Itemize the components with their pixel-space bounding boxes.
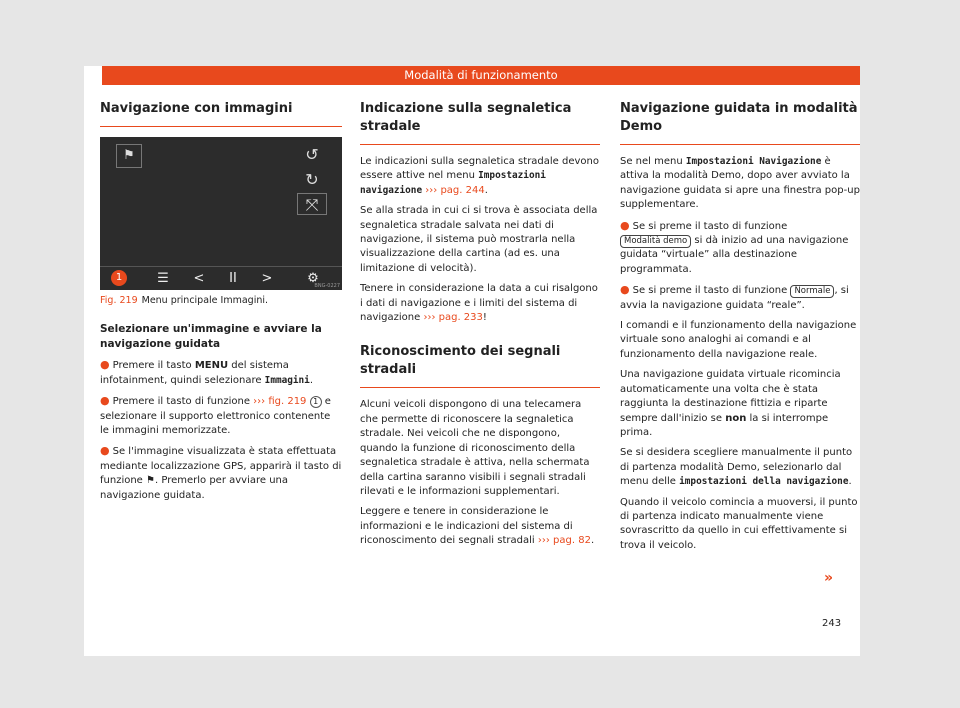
callout-1: 1: [111, 270, 127, 286]
bullet-2: ● Premere il tasto di funzione ››› fig. 219 1 e selezionare il supporto elettronico contenente le immagini memorizzate.: [100, 394, 331, 437]
normal-key: Normale: [790, 285, 834, 298]
figure-code: BNG-0227: [314, 283, 340, 289]
heading-sign-recognition: Riconoscimento dei segnali stradali: [360, 337, 600, 388]
flag-icon: ⚑: [146, 475, 155, 487]
subheading-select-image: Selezionare un'immagine e avviare la navigazione guidata: [100, 323, 322, 351]
flag-icon: ⚑: [116, 144, 142, 168]
para-5: Leggere e tenere in considerazione le informazioni e le indicazioni del sistema di riconoscimento dei segnali stradali ››› pag. 82.: [360, 506, 595, 547]
rotate-left-icon: ↺: [305, 145, 319, 164]
para-1: Se nel menu Impostazioni Navigazione è attiva la modalità Demo, dopo aver avviato la navigazione guidata si apre una finestra pop-up supplementare.: [620, 156, 860, 211]
column-signs: [360, 94, 600, 555]
heading-images: Navigazione con immagini: [100, 94, 342, 127]
fit-screen-icon: ⤧: [297, 193, 327, 215]
figure-caption: Fig. 219 Menu principale Immagini.: [100, 295, 269, 306]
bullet-3: ● Se l'immagine visualizzata è stata effettuata mediante localizzazione GPS, apparirà il tasto di funzione ⚑. Premerlo per avviare una navigazione guidata.: [100, 444, 342, 501]
para-1: Le indicazioni sulla segnaletica stradale devono essere attive nel menu Impostazioni navigazione ››› pag. 244.: [360, 156, 600, 196]
bullet-1: ● Premere il tasto MENU del sistema infotainment, quindi selezionare Immagini.: [100, 358, 314, 386]
rotate-right-icon: ↻: [305, 170, 319, 189]
demo-mode-key: Modalità demo: [620, 235, 691, 248]
screen-bottom-bar: [100, 266, 342, 290]
bullet-normal: ● Se si preme il tasto di funzione Normale , si avvia la navigazione guidata “reale”.: [620, 283, 849, 311]
para-4: Alcuni veicoli dispongono di una telecamera che permette di riconoscere la segnaletica stradale. Nei veicoli che ne dispongono, quando la funzione di riconoscimento della segnaletica stradale è attiva, nella schermata della cartina saranno visibili i segnali stradali rilevati e le informazioni supplementari.: [360, 399, 590, 497]
column-images: [100, 94, 342, 509]
para-2: I comandi e il funzionamento della navigazione virtuale sono analoghi ai comandi e al funzionamento della navigazione reale.: [620, 320, 857, 360]
page-number: 243: [822, 618, 842, 629]
para-4: Se si desidera scegliere manualmente il punto di partenza modalità Demo, selezionarlo dal menu delle impostazioni della navigazione.: [620, 447, 853, 488]
list-icon: ☰: [157, 271, 169, 286]
heading-demo: Navigazione guidata in modalità Demo: [620, 94, 860, 145]
section-header: Modalità di funzionamento: [102, 66, 860, 85]
bullet-demo: ● Se si preme il tasto di funzione Modalità demo si dà inizio ad una navigazione guidata “virtuale” alla destinazione programmata.: [620, 218, 849, 275]
para-3: Una navigazione guidata virtuale ricomincia automaticamente una volta che è stata raggiunta la destinazione fittizia e riparte sempre dall'inizio se non la si interrompe prima.: [620, 369, 841, 438]
pause-icon: II: [229, 271, 237, 286]
settings-icon: ⚙: [307, 271, 319, 286]
heading-signs: Indicazione sulla segnaletica stradale: [360, 94, 600, 145]
chevron-left-icon: <: [193, 271, 205, 286]
para-3: Tenere in considerazione la data a cui risalgono i dati di navigazione e i limiti del sistema di navigazione ››› pag. 233!: [360, 283, 598, 324]
infotainment-screen-figure: [100, 137, 342, 290]
para-5: Quando il veicolo comincia a muoversi, il punto di partenza indicato manualmente viene sovrascritto da quello in cui effettivamente si trova il veicolo.: [620, 496, 858, 551]
chevron-right-icon: >: [261, 271, 273, 286]
column-demo: [620, 94, 860, 559]
manual-page: [84, 66, 860, 656]
continue-arrow: »: [824, 570, 834, 586]
para-2: Se alla strada in cui ci si trova è associata della segnaletica stradale salvata nei dati di navigazione, il sistema può mostrarla nella visualizzazione della cartina (ad es. una limitazione di velocità).: [360, 205, 598, 274]
